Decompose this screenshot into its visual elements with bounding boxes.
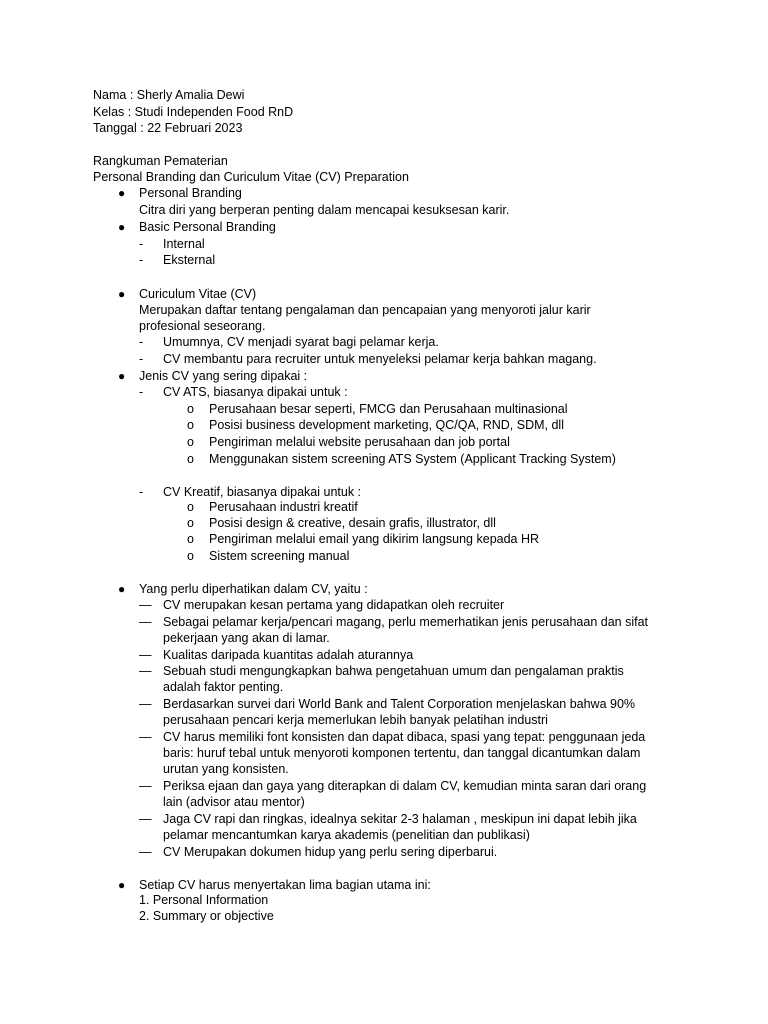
basic-branding-label: Basic Personal Branding [139,220,276,234]
dash-icon: - [139,237,144,251]
jenis-cv-label: Jenis CV yang sering dipakai : [139,369,308,383]
cv-ats-label: CV ATS, biasanya dipakai untuk : [163,385,348,399]
circle-bullet-icon: o [187,435,194,449]
circle-bullet-icon: o [187,500,194,514]
basic-branding-item: Eksternal [163,253,216,267]
em-dash-icon: — [139,697,152,711]
cv-ats-item: Menggunakan sistem screening ATS System (Applicant Tracking System) [209,452,616,466]
cv-ats-item: Pengiriman melalui website perusahaan dan job portal [209,435,510,449]
em-dash-icon: — [139,779,152,793]
cv-item: Umumnya, CV menjadi syarat bagi pelamar kerja. [163,335,439,349]
perhatikan-item: CV harus memiliki font konsisten dan dapat dibaca, spasi yang tepat: penggunaan jeda [163,730,646,744]
bullet-icon: ● [118,582,126,596]
perhatikan-item-cont: adalah faktor penting. [163,680,284,694]
circle-bullet-icon: o [187,452,194,466]
cv-label: Curiculum Vitae (CV) [139,287,257,301]
dash-icon: - [139,352,144,366]
perhatikan-item: Jaga CV rapi dan ringkas, idealnya sekitar 2-3 halaman , meskipun ini dapat lebih jika [163,812,637,826]
bullet-icon: ● [118,220,126,234]
cv-kreatif-item: Perusahaan industri kreatif [209,500,358,514]
dash-icon: - [139,385,144,399]
circle-bullet-icon: o [187,418,194,432]
lima-bagian-item: 1. Personal Information [139,893,269,907]
date-line: Tanggal : 22 Februari 2023 [93,121,243,135]
basic-branding-item: Internal [163,237,205,251]
circle-bullet-icon: o [187,532,194,546]
personal-branding-label: Personal Branding [139,186,242,200]
perhatikan-item: CV merupakan kesan pertama yang didapatkan oleh recruiter [163,598,505,612]
em-dash-icon: — [139,648,152,662]
cv-kreatif-item: Posisi design & creative, desain grafis, illustrator, dll [209,516,496,530]
perhatikan-item-cont: pelamar mencantumkan karya akademis (penelitian dan publikasi) [163,828,530,842]
dash-icon: - [139,335,144,349]
perhatikan-item: Periksa ejaan dan gaya yang diterapkan di dalam CV, kemudian minta saran dari orang [163,779,647,793]
em-dash-icon: — [139,615,152,629]
document-title: Personal Branding dan Curiculum Vitae (CV) Preparation [93,170,409,184]
cv-kreatif-label: CV Kreatif, biasanya dipakai untuk : [163,485,362,499]
perhatikan-item-cont: pekerjaan yang akan di lamar. [163,631,330,645]
perhatikan-item: Berdasarkan survei dari World Bank and Talent Corporation menjelaskan bahwa 90% [163,697,636,711]
circle-bullet-icon: o [187,549,194,563]
cv-ats-item: Posisi business development marketing, QC/QA, RND, SDM, dll [209,418,564,432]
cv-kreatif-item: Sistem screening manual [209,549,350,563]
circle-bullet-icon: o [187,516,194,530]
cv-desc-line: Merupakan daftar tentang pengalaman dan pencapaian yang menyoroti jalur karir [139,303,591,317]
cv-desc-line: profesional seseorang. [139,319,266,333]
bullet-icon: ● [118,369,126,383]
perhatikan-label: Yang perlu diperhatikan dalam CV, yaitu : [139,582,368,596]
em-dash-icon: — [139,598,152,612]
lima-bagian-label: Setiap CV harus menyertakan lima bagian utama ini: [139,878,431,892]
circle-bullet-icon: o [187,402,194,416]
dash-icon: - [139,485,144,499]
perhatikan-item: Sebuah studi mengungkapkan bahwa pengetahuan umum dan pengalaman praktis [163,664,624,678]
dash-icon: - [139,253,144,267]
em-dash-icon: — [139,845,152,859]
student-class: Kelas : Studi Independen Food RnD [93,105,294,119]
perhatikan-item-cont: perusahaan pencari kerja memerlukan lebih banyak pelatihan industri [163,713,548,727]
em-dash-icon: — [139,812,152,826]
perhatikan-item-cont: urutan yang konsisten. [163,762,289,776]
summary-label: Rangkuman Pematerian [93,154,228,168]
bullet-icon: ● [118,287,126,301]
student-name: Nama : Sherly Amalia Dewi [93,88,245,102]
bullet-icon: ● [118,186,126,200]
bullet-icon: ● [118,878,126,892]
cv-kreatif-item: Pengiriman melalui email yang dikirim langsung kepada HR [209,532,540,546]
em-dash-icon: — [139,664,152,678]
personal-branding-desc: Citra diri yang berperan penting dalam mencapai kesuksesan karir. [139,203,510,217]
em-dash-icon: — [139,730,152,744]
perhatikan-item: CV Merupakan dokumen hidup yang perlu sering diperbarui. [163,845,498,859]
cv-item: CV membantu para recruiter untuk menyeleksi pelamar kerja bahkan magang. [163,352,597,366]
perhatikan-item-cont: baris: huruf tebal untuk menyoroti komponen tertentu, dan tanggal dicantumkan dalam [163,746,641,760]
cv-ats-item: Perusahaan besar seperti, FMCG dan Perusahaan multinasional [209,402,568,416]
perhatikan-item: Kualitas daripada kuantitas adalah aturannya [163,648,414,662]
perhatikan-item: Sebagai pelamar kerja/pencari magang, perlu memerhatikan jenis perusahaan dan sifat [163,615,649,629]
perhatikan-item-cont: lain (advisor atau mentor) [163,795,305,809]
lima-bagian-item: 2. Summary or objective [139,909,274,923]
